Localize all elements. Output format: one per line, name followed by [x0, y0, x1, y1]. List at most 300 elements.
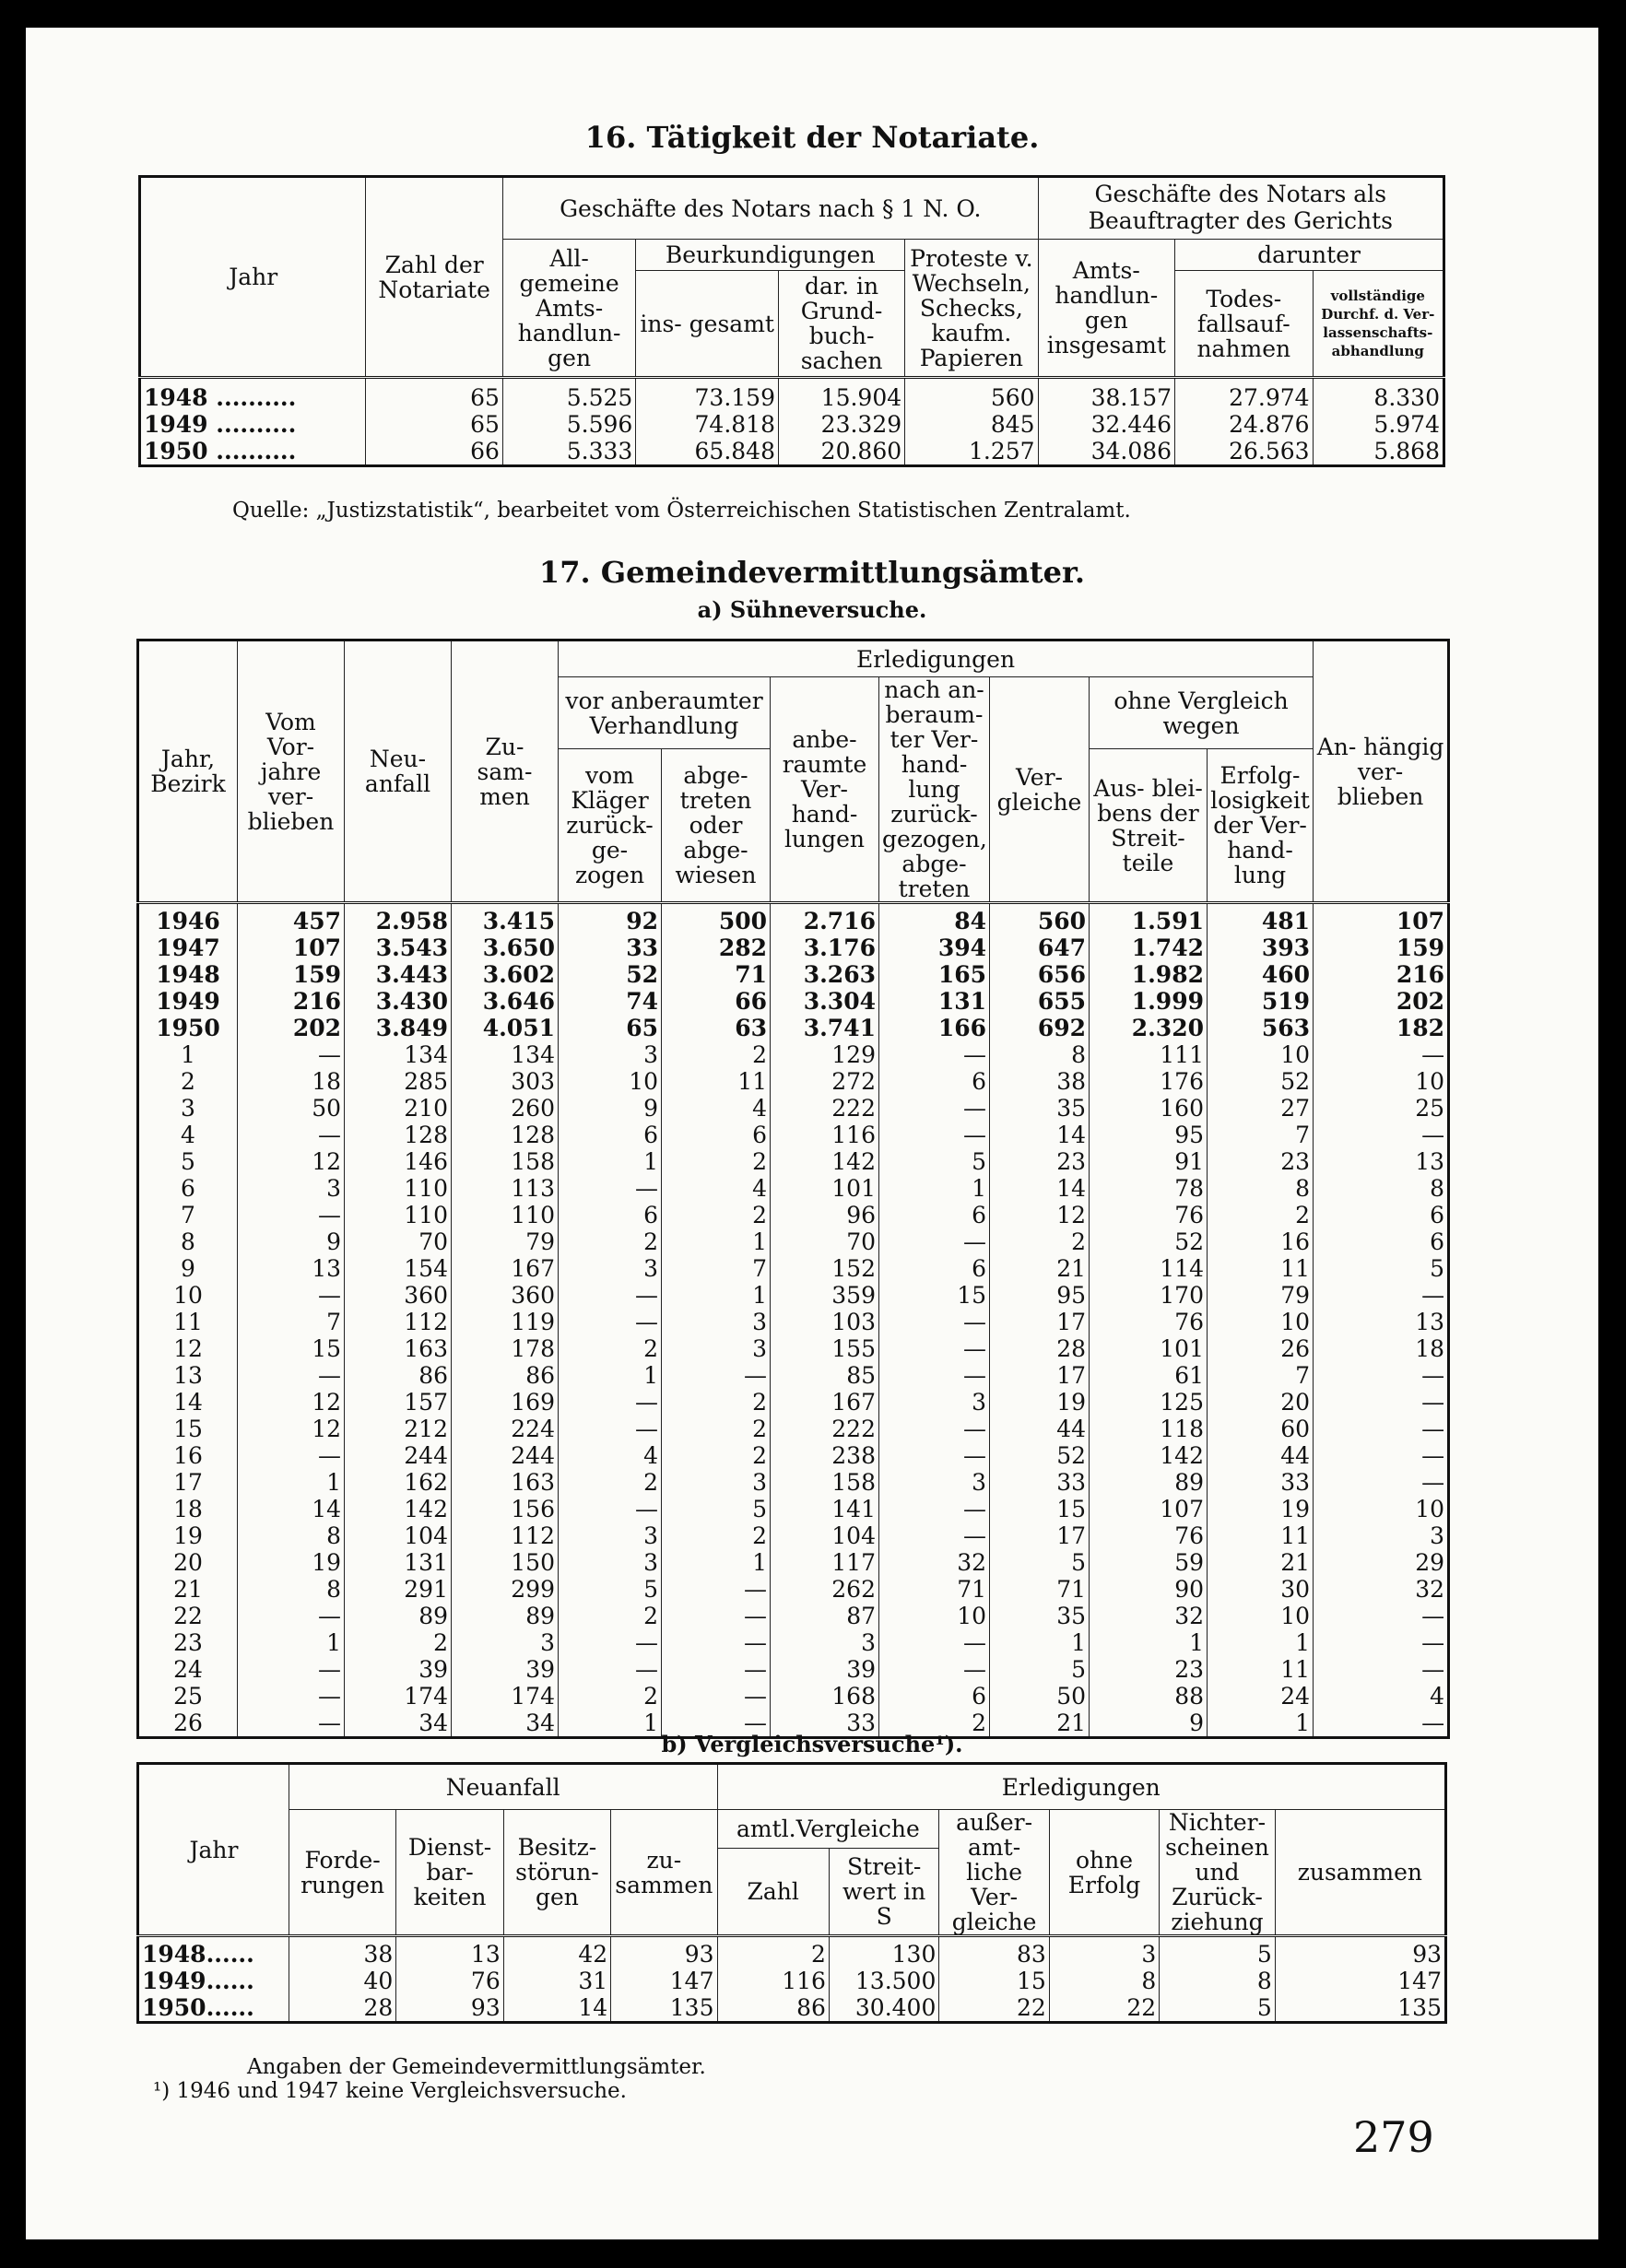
- table-cell: —: [879, 1416, 990, 1442]
- table-cell: —: [662, 1629, 771, 1656]
- row-label: 19: [173, 1522, 203, 1549]
- table-cell: 114: [1090, 1255, 1208, 1282]
- table-cell: 33: [559, 934, 662, 961]
- table-cell: 1: [990, 1629, 1090, 1656]
- table-cell: 168: [771, 1683, 879, 1710]
- table-cell: 3.263: [771, 961, 879, 988]
- table-cell: 24: [1208, 1683, 1314, 1710]
- table-cell: —: [238, 1710, 345, 1738]
- table-cell: 272: [771, 1068, 879, 1095]
- table-cell: 6: [1314, 1202, 1449, 1228]
- table-cell: 166: [879, 1015, 990, 1041]
- table-cell: 1: [238, 1629, 345, 1656]
- table-cell: 4: [662, 1175, 771, 1202]
- table-cell: 118: [1090, 1416, 1208, 1442]
- table-cell: —: [879, 1362, 990, 1389]
- table-cell: 3: [1049, 1936, 1159, 1968]
- table-cell: 560: [990, 903, 1090, 935]
- table-row: [140, 411, 1444, 438]
- row-label: 25: [173, 1683, 203, 1710]
- row-label: 1948......: [138, 1936, 289, 1968]
- table-cell: 170: [1090, 1282, 1208, 1309]
- table-cell: 35: [990, 1095, 1090, 1122]
- table-cell: —: [879, 1335, 990, 1362]
- table-cell: 174: [452, 1683, 559, 1710]
- table-cell: —: [662, 1710, 771, 1738]
- table-cell: 10: [1208, 1603, 1314, 1629]
- table-cell: 111: [1090, 1041, 1208, 1068]
- table-cell: 71: [990, 1576, 1090, 1603]
- table-cell: 131: [879, 988, 990, 1015]
- table-cell: 360: [345, 1282, 452, 1309]
- table-cell: 142: [345, 1496, 452, 1522]
- table-cell: 656: [990, 961, 1090, 988]
- table-cell: 13.500: [829, 1968, 938, 1994]
- table-cell: 93: [396, 1994, 503, 2023]
- table-cell: 76: [1090, 1522, 1208, 1549]
- table-cell: 89: [345, 1603, 452, 1629]
- table-cell: 15.904: [779, 378, 905, 412]
- table-cell: 2: [662, 1202, 771, 1228]
- table-cell: 260: [452, 1095, 559, 1122]
- table-row: [138, 1416, 1449, 1442]
- table-cell: 2.320: [1090, 1015, 1208, 1041]
- table-row: [138, 1936, 1446, 1968]
- table-cell: 5.596: [502, 411, 635, 438]
- table-cell: 23: [990, 1148, 1090, 1175]
- table-cell: 50: [990, 1683, 1090, 1710]
- table-row: [138, 1389, 1449, 1416]
- table-cell: 4: [559, 1442, 662, 1469]
- table-cell: 3.176: [771, 934, 879, 961]
- table-cell: 14: [990, 1175, 1090, 1202]
- table-cell: 104: [345, 1522, 452, 1549]
- table-cell: 29: [1314, 1549, 1449, 1576]
- table16: [138, 175, 1445, 467]
- row-label: 18: [173, 1496, 203, 1522]
- table-cell: 10: [1208, 1309, 1314, 1335]
- table-cell: —: [879, 1629, 990, 1656]
- table-cell: 65.848: [636, 438, 779, 466]
- table-cell: 457: [238, 903, 345, 935]
- col-b-ohne-erfolg: ohne Erfolg: [1049, 1810, 1159, 1936]
- table-cell: 15: [879, 1282, 990, 1309]
- col-zahl: Zahl der Notariate: [366, 177, 503, 378]
- table-cell: 32: [1314, 1576, 1449, 1603]
- table-cell: 5: [559, 1576, 662, 1603]
- table-cell: 3: [452, 1629, 559, 1656]
- table-cell: 519: [1208, 988, 1314, 1015]
- table-cell: 10: [1208, 1041, 1314, 1068]
- row-label: 7: [181, 1202, 195, 1228]
- table-cell: 216: [238, 988, 345, 1015]
- table-cell: 101: [1090, 1335, 1208, 1362]
- row-label: 21: [173, 1576, 203, 1603]
- table-cell: 154: [345, 1255, 452, 1282]
- table-row: [138, 1522, 1449, 1549]
- table-cell: 107: [1314, 903, 1449, 935]
- table-cell: 27: [1208, 1095, 1314, 1122]
- col-b-zahl: Zahl: [717, 1849, 829, 1936]
- table-cell: 7: [662, 1255, 771, 1282]
- table-cell: —: [879, 1122, 990, 1148]
- table-cell: 244: [452, 1442, 559, 1469]
- table-cell: 27.974: [1175, 378, 1314, 412]
- group-darunter: darunter: [1175, 240, 1444, 271]
- table-cell: —: [559, 1629, 662, 1656]
- table-cell: 119: [452, 1309, 559, 1335]
- table-cell: 26: [1208, 1335, 1314, 1362]
- table-cell: 3.430: [345, 988, 452, 1015]
- document-page: [26, 28, 1598, 2239]
- table-cell: —: [1314, 1362, 1449, 1389]
- table-cell: 12: [238, 1389, 345, 1416]
- table-cell: 86: [345, 1362, 452, 1389]
- table-cell: 70: [345, 1228, 452, 1255]
- table-cell: 6: [879, 1255, 990, 1282]
- table17-title: 17. Gemeindevermittlungsämter.: [538, 555, 1086, 590]
- table-cell: 23: [1208, 1148, 1314, 1175]
- table-row: [138, 903, 1449, 935]
- col-todesfallsaufnahmen: Todes- fallsauf- nahmen: [1175, 271, 1314, 378]
- table-cell: 128: [345, 1122, 452, 1148]
- table17b-subtitle: b) Vergleichsversuche¹).: [661, 1731, 963, 1757]
- table-cell: 33: [1208, 1469, 1314, 1496]
- table-cell: 11: [1208, 1255, 1314, 1282]
- table-cell: 30.400: [829, 1994, 938, 2023]
- table-cell: 9: [1090, 1710, 1208, 1738]
- table-cell: —: [1314, 1389, 1449, 1416]
- table-cell: 2.716: [771, 903, 879, 935]
- table-cell: 147: [1275, 1968, 1445, 1994]
- table-cell: 158: [452, 1148, 559, 1175]
- table-row: [138, 1469, 1449, 1496]
- table-cell: 10: [1314, 1496, 1449, 1522]
- table-cell: 8: [1049, 1968, 1159, 1994]
- table-cell: 176: [1090, 1068, 1208, 1095]
- table-cell: 88: [1090, 1683, 1208, 1710]
- table-cell: 202: [238, 1015, 345, 1041]
- table-cell: 8.330: [1313, 378, 1443, 412]
- table-cell: 202: [1314, 988, 1449, 1015]
- table-cell: —: [662, 1683, 771, 1710]
- table-cell: 52: [1090, 1228, 1208, 1255]
- row-label: 1949......: [142, 1968, 254, 1994]
- row-label: 3: [181, 1095, 195, 1122]
- table17a: [136, 639, 1450, 1739]
- table-cell: 116: [771, 1122, 879, 1148]
- table-cell: 165: [879, 961, 990, 988]
- table-cell: 156: [452, 1496, 559, 1522]
- table-cell: 2: [717, 1936, 829, 1968]
- table-cell: —: [1314, 1282, 1449, 1309]
- table-cell: 1: [559, 1362, 662, 1389]
- table-cell: 500: [662, 903, 771, 935]
- row-label: 1947: [156, 934, 220, 961]
- row-label: 12: [173, 1335, 203, 1362]
- table-cell: 129: [771, 1041, 879, 1068]
- table-cell: —: [662, 1362, 771, 1389]
- row-label: 8: [181, 1228, 195, 1255]
- table-cell: —: [662, 1576, 771, 1603]
- table-cell: 70: [771, 1228, 879, 1255]
- col-b-aussseramtliche: außer- amt- liche Ver- gleiche: [939, 1810, 1049, 1936]
- row-label: 23: [173, 1629, 203, 1656]
- table-cell: 1: [879, 1175, 990, 1202]
- table-cell: —: [238, 1603, 345, 1629]
- table-cell: 303: [452, 1068, 559, 1095]
- table-cell: 134: [452, 1041, 559, 1068]
- table-cell: 393: [1208, 934, 1314, 961]
- row-label: 17: [173, 1469, 203, 1496]
- table-cell: 3.415: [452, 903, 559, 935]
- table16-title: 16. Tätigkeit der Notariate.: [584, 120, 1040, 155]
- table-cell: 96: [771, 1202, 879, 1228]
- table-cell: 8: [1160, 1968, 1276, 1994]
- col-nach-anberaumter-verhandlung: nach an- beraum- ter Ver- hand- lung zurück- gezogen, abge- treten: [879, 677, 990, 903]
- table-cell: 71: [879, 1576, 990, 1603]
- col-vom-klaeger: vom Kläger zurück- ge- zogen: [559, 749, 662, 903]
- table-cell: 560: [905, 378, 1038, 412]
- table-cell: 14: [990, 1122, 1090, 1148]
- table-row: [138, 1603, 1449, 1629]
- col-insgesamt: ins- gesamt: [636, 271, 779, 378]
- row-label: 1950 ..........: [144, 438, 297, 464]
- table-row: [138, 1968, 1446, 1994]
- table-cell: 359: [771, 1282, 879, 1309]
- table-cell: 3: [662, 1309, 771, 1335]
- table-cell: —: [879, 1656, 990, 1683]
- table-cell: —: [879, 1228, 990, 1255]
- table-cell: 155: [771, 1335, 879, 1362]
- table-cell: 216: [1314, 961, 1449, 988]
- table-cell: 33: [771, 1710, 879, 1738]
- table-cell: 92: [559, 903, 662, 935]
- row-label: 10: [173, 1282, 203, 1309]
- table-cell: 212: [345, 1416, 452, 1442]
- table-cell: 52: [990, 1442, 1090, 1469]
- table-cell: 20.860: [779, 438, 905, 466]
- table-cell: 291: [345, 1576, 452, 1603]
- table-cell: 10: [559, 1068, 662, 1095]
- row-label: 6: [181, 1175, 195, 1202]
- table-row: [138, 1309, 1449, 1335]
- table-cell: —: [559, 1389, 662, 1416]
- table-cell: 33: [990, 1469, 1090, 1496]
- table-cell: 845: [905, 411, 1038, 438]
- table-cell: —: [879, 1496, 990, 1522]
- table-cell: 17: [990, 1309, 1090, 1335]
- table-cell: 23.329: [779, 411, 905, 438]
- table-cell: 8: [238, 1576, 345, 1603]
- table-row: [138, 1015, 1449, 1041]
- col-anberaumte-verhandlungen: anbe- raumte Ver- hand- lungen: [771, 677, 879, 903]
- table-cell: 20: [1208, 1389, 1314, 1416]
- table-cell: 647: [990, 934, 1090, 961]
- table-cell: 692: [990, 1015, 1090, 1041]
- table-cell: —: [238, 1122, 345, 1148]
- table-cell: —: [559, 1656, 662, 1683]
- table-cell: 6: [879, 1683, 990, 1710]
- table-cell: 655: [990, 988, 1090, 1015]
- table-cell: —: [238, 1683, 345, 1710]
- table-cell: 39: [771, 1656, 879, 1683]
- table-cell: 2: [559, 1603, 662, 1629]
- table-cell: 2: [662, 1522, 771, 1549]
- table-cell: 39: [452, 1656, 559, 1683]
- table-cell: 24.876: [1175, 411, 1314, 438]
- table-cell: 66: [366, 438, 503, 466]
- table-cell: 157: [345, 1389, 452, 1416]
- table-cell: 174: [345, 1683, 452, 1710]
- table-cell: 74.818: [636, 411, 779, 438]
- table-cell: 1.257: [905, 438, 1038, 466]
- table-cell: 3: [559, 1255, 662, 1282]
- table-cell: —: [238, 1282, 345, 1309]
- table-cell: 112: [345, 1309, 452, 1335]
- table-cell: 93: [611, 1936, 717, 1968]
- table-cell: 285: [345, 1068, 452, 1095]
- col-ausbleiben: Aus- blei- bens der Streit- teile: [1090, 749, 1208, 903]
- table16-source: Quelle: „Justizstatistik“, bearbeitet vom Österreichischen Statistischen Zentralamt.: [232, 499, 1131, 523]
- table-row: [138, 1549, 1449, 1576]
- table-row: [138, 988, 1449, 1015]
- row-label: 11: [173, 1309, 203, 1335]
- row-label: 1948: [156, 961, 220, 988]
- table-cell: 4: [1314, 1683, 1449, 1710]
- table-cell: 93: [1275, 1936, 1445, 1968]
- table-cell: —: [879, 1041, 990, 1068]
- table-cell: 110: [345, 1175, 452, 1202]
- table-cell: 90: [1090, 1576, 1208, 1603]
- col-b-dienstbarkeiten: Dienst- bar- keiten: [396, 1810, 503, 1936]
- table-cell: 85: [771, 1362, 879, 1389]
- table-cell: —: [238, 1442, 345, 1469]
- table-cell: 1: [1090, 1629, 1208, 1656]
- table-row: [138, 1683, 1449, 1710]
- table-cell: 262: [771, 1576, 879, 1603]
- table-cell: 76: [1090, 1202, 1208, 1228]
- table-cell: 116: [717, 1968, 829, 1994]
- table-cell: 73.159: [636, 378, 779, 412]
- table-row: [138, 1095, 1449, 1122]
- table-cell: —: [879, 1309, 990, 1335]
- row-label: 13: [173, 1362, 203, 1389]
- table-cell: 4: [662, 1095, 771, 1122]
- table-cell: 42: [503, 1936, 610, 1968]
- table-cell: 2: [662, 1442, 771, 1469]
- table-cell: 78: [1090, 1175, 1208, 1202]
- table-cell: 12: [990, 1202, 1090, 1228]
- table-cell: 3.602: [452, 961, 559, 988]
- table-cell: 142: [1090, 1442, 1208, 1469]
- table-cell: 34: [452, 1710, 559, 1738]
- table-cell: 167: [452, 1255, 559, 1282]
- table-cell: 76: [396, 1968, 503, 1994]
- table-cell: 12: [238, 1148, 345, 1175]
- table-cell: 14: [503, 1994, 610, 2023]
- table-cell: 163: [452, 1469, 559, 1496]
- table-cell: 3: [662, 1335, 771, 1362]
- table-cell: —: [559, 1175, 662, 1202]
- table-cell: 16: [1208, 1228, 1314, 1255]
- col-vom-vorjahre: Vom Vor- jahre ver- blieben: [238, 640, 345, 903]
- col-b-zusammen-neu: zu- sammen: [611, 1810, 717, 1936]
- table-cell: 13: [238, 1255, 345, 1282]
- col-abgetreten: abge- treten oder abge- wiesen: [662, 749, 771, 903]
- table-cell: —: [1314, 1603, 1449, 1629]
- table-cell: 91: [1090, 1148, 1208, 1175]
- table-cell: 13: [396, 1936, 503, 1968]
- footnote-1: ¹) 1946 und 1947 keine Vergleichsversuche.: [153, 2079, 627, 2103]
- table-cell: 182: [1314, 1015, 1449, 1041]
- table-cell: —: [1314, 1122, 1449, 1148]
- table-cell: 1: [662, 1549, 771, 1576]
- table-cell: 19: [990, 1389, 1090, 1416]
- table-cell: 65: [366, 378, 503, 412]
- table-row: [138, 934, 1449, 961]
- table-cell: 2: [559, 1228, 662, 1255]
- row-label: 15: [173, 1416, 203, 1442]
- table-row: [140, 438, 1444, 466]
- table-cell: —: [559, 1416, 662, 1442]
- table-cell: 2: [662, 1148, 771, 1175]
- table-cell: 178: [452, 1335, 559, 1362]
- table-cell: 1: [238, 1469, 345, 1496]
- col-vergleiche: Ver- gleiche: [990, 677, 1090, 903]
- table-cell: 158: [771, 1469, 879, 1496]
- table-cell: 35: [990, 1603, 1090, 1629]
- row-label: 2: [181, 1068, 195, 1095]
- group-vor-anberaumter-verhandlung: vor anberaumter Verhandlung: [559, 677, 771, 749]
- table-cell: 7: [1208, 1122, 1314, 1148]
- table-cell: 26.563: [1175, 438, 1314, 466]
- table-cell: 152: [771, 1255, 879, 1282]
- col-allgemeine-amtshandlungen: All- gemeine Amts- handlun- gen: [502, 240, 635, 378]
- table-row: [138, 1335, 1449, 1362]
- table-cell: 44: [1208, 1442, 1314, 1469]
- table-cell: 13: [1314, 1148, 1449, 1175]
- table-cell: 11: [1208, 1522, 1314, 1549]
- table-cell: 159: [1314, 934, 1449, 961]
- row-label: 20: [173, 1549, 203, 1576]
- table-cell: —: [662, 1603, 771, 1629]
- table-cell: 95: [1090, 1122, 1208, 1148]
- table-cell: 1: [1208, 1710, 1314, 1738]
- table-cell: 244: [345, 1442, 452, 1469]
- table-cell: 3.543: [345, 934, 452, 961]
- table-cell: 3: [559, 1549, 662, 1576]
- table-cell: 113: [452, 1175, 559, 1202]
- footnote-source: Angaben der Gemeindevermittlungsämter.: [247, 2055, 706, 2079]
- col-b-forderungen: Forde- rungen: [289, 1810, 395, 1936]
- table-cell: 6: [559, 1202, 662, 1228]
- table-cell: 87: [771, 1603, 879, 1629]
- table-cell: 5.525: [502, 378, 635, 412]
- table-cell: 7: [1208, 1362, 1314, 1389]
- col-anhaengig: An- hängig ver- blieben: [1314, 640, 1449, 903]
- col-b-streitwert: Streit- wert in S: [829, 1849, 938, 1936]
- table-cell: 130: [829, 1936, 938, 1968]
- table-cell: 104: [771, 1522, 879, 1549]
- table-cell: 3: [559, 1522, 662, 1549]
- table-cell: 162: [345, 1469, 452, 1496]
- group-ohne-vergleich: ohne Vergleich wegen: [1090, 677, 1314, 749]
- table-cell: 135: [1275, 1994, 1445, 2023]
- table-cell: 34: [345, 1710, 452, 1738]
- table-cell: 6: [879, 1068, 990, 1095]
- table-cell: 2: [662, 1041, 771, 1068]
